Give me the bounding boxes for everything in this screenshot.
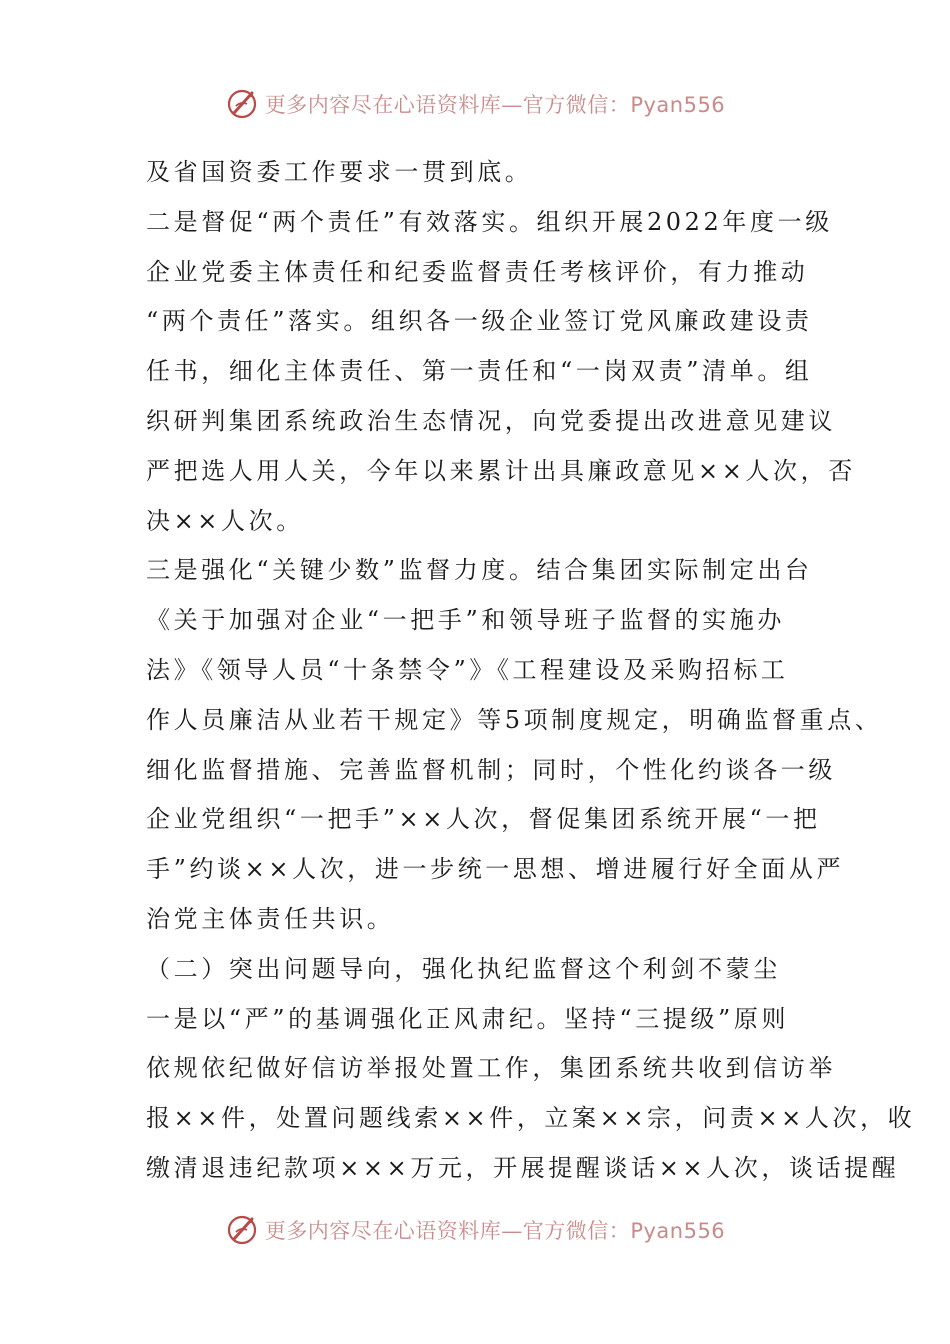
text-line: 三是强化“关键少数”监督力度。结合集团实际制定出台: [146, 556, 813, 585]
text-line: 手”约谈××人次，进一步统一思想、增进履行好全面从严: [146, 855, 845, 884]
watermark-text: 更多内容尽在心语资料库—官方微信：Pyan556: [264, 1219, 726, 1243]
text-line: 织研判集团系统政治生态情况，向党委提出改进意见建议: [146, 406, 836, 435]
pen-seal-icon: [225, 86, 261, 122]
text-line: 缴清退违纪款项×××万元，开展提醒谈话××人次，谈话提醒: [146, 1153, 900, 1182]
text-line: 法》《领导人员“十条禁令”》《工程建设及采购招标工: [146, 655, 789, 684]
text-line: 一是以“严”的基调强化正风肃纪。坚持“三提级”原则: [146, 1004, 790, 1033]
text-line: 治党主体责任共识。: [146, 904, 395, 933]
watermark-text: 更多内容尽在心语资料库—官方微信：Pyan556: [264, 93, 726, 117]
text-line: 作人员廉洁从业若干规定》等5项制度规定，明确监督重点、: [146, 705, 883, 734]
text-line: “两个责任”落实。组织各一级企业签订党风廉政建设责: [146, 307, 813, 336]
header-watermark: [0, 84, 950, 124]
wechat-id: Pyan556: [630, 1219, 726, 1243]
wechat-id: Pyan556: [630, 93, 726, 117]
text-line: 企业党委主体责任和纪委监督责任考核评价，有力推动: [146, 257, 809, 286]
text-line: 企业党组织“一把手”××人次，督促集团系统开展“一把: [146, 805, 821, 834]
footer-watermark: [0, 1210, 950, 1250]
document-body: [146, 148, 916, 1194]
text-line: 细化监督措施、完善监督机制；同时，个性化约谈各一级: [146, 755, 836, 784]
text-line: 依规依纪做好信访举报处置工作，集团系统共收到信访举: [146, 1054, 836, 1083]
text-line: 《关于加强对企业“一把手”和领导班子监督的实施办: [146, 606, 785, 635]
text-line: 任书，细化主体责任、第一责任和“一岗双责”清单。组: [146, 357, 813, 386]
text-line: 报××件，处置问题线索××件，立案××宗，问责××人次，收: [146, 1104, 916, 1133]
text-line: （二）突出问题导向，强化执纪监督这个利剑不蒙尘: [146, 954, 781, 983]
text-line: 二是督促“两个责任”有效落实。组织开展2022年度一级: [146, 207, 833, 236]
text-line: 决××人次。: [146, 506, 304, 535]
text-line: 及省国资委工作要求一贯到底。: [146, 158, 533, 186]
text-line: 严把选人用人关，今年以来累计出具廉政意见××人次，否: [146, 456, 856, 485]
pen-seal-icon: [225, 1212, 261, 1248]
